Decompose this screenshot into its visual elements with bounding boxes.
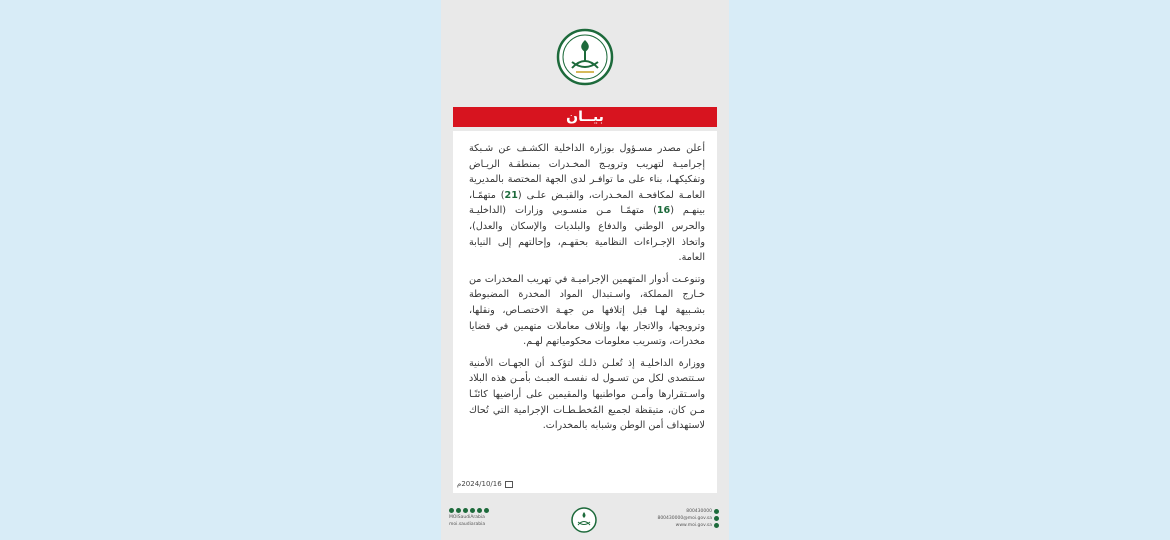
facebook-icon: [477, 508, 482, 513]
paragraph-3: ووزارة الداخليـة إذ تُعلـن ذلـك لتؤكـد أن الجهـات الأمنية سـتتصدى لكل من تسـول له نفسـه العبـث بأمـن هذه البلاد واسـتقرارها وأمـن مواطنيها والمقيمين على أراضيها كائنًـا مـن كان، متيقظة لجميع المُخطـطـات الإجرامية التي تُحاك لاستهداف أمن الوطن وشبابه بالمخدرات.: [469, 357, 705, 432]
social-handle-2: moi.saudiarabia: [449, 522, 486, 527]
saudi-emblem-icon: [556, 28, 614, 86]
employee-count: 16: [656, 205, 671, 217]
statement-body: [453, 131, 717, 493]
email-address: 800430000@moi.gov.sa: [657, 516, 712, 521]
instagram-icon: [456, 508, 461, 513]
statement-card: [441, 0, 729, 540]
web-icon: [714, 523, 719, 528]
email-icon: [714, 516, 719, 521]
calendar-icon: [505, 481, 513, 488]
phone-number: 800430000: [686, 509, 712, 514]
banner-title: بيــان: [453, 107, 717, 127]
snapchat-icon: [449, 508, 454, 513]
x-icon: [470, 508, 475, 513]
youtube-icon: [463, 508, 468, 513]
footer-social: [449, 508, 489, 528]
statement-text: [469, 141, 705, 440]
statement-date: 2024/10/16م: [457, 480, 513, 488]
arrest-count: 21: [504, 189, 518, 201]
website: www.moi.gov.sa: [675, 523, 712, 528]
paragraph-1: أعلن مصدر مسـؤول بوزارة الداخلية الكشـف عن شـبكة إجراميـة لتهريب وترويـج المخـدرات بمنطقـة الريـاض وتفكيكهـا، بناء على ما توافـر لدى الجهة المختصة بالمديرية العامـة لمكافحـة المخـدرات، والقبـض علـى (21) متهمًـا، بينهـم (16) متهمًـا مـن منسـوبي وزارات (الداخليـة والحرس الوطني والدفاع والبلديات والإسكان والعدل)، واتخاذ الإجـراءات النظامية بحقهـم، وإحالتهم إلى النيابة العامة.: [469, 143, 705, 264]
footer-emblem-icon: [571, 507, 597, 533]
footer-contact: [657, 508, 719, 529]
phone-icon: [714, 509, 719, 514]
paragraph-2: وتنوعـت أدوار المتهمين الإجراميـة في تهريب المخدرات من خـارج المملكة، واسـتبدال المواد المخدرة المضبوطة بشـبيهة لهـا قبل إتلافها من جهـة الاختصـاص، ونقلها، وترويجها، والاتجار بها، وإتلاف معاملات متهمين في قضايا مخدرات، وتسريب معلومات محكومياتهم لهـم.: [469, 273, 705, 348]
social-handle: MOISaudiArabia: [449, 515, 485, 520]
tiktok-icon: [484, 508, 489, 513]
